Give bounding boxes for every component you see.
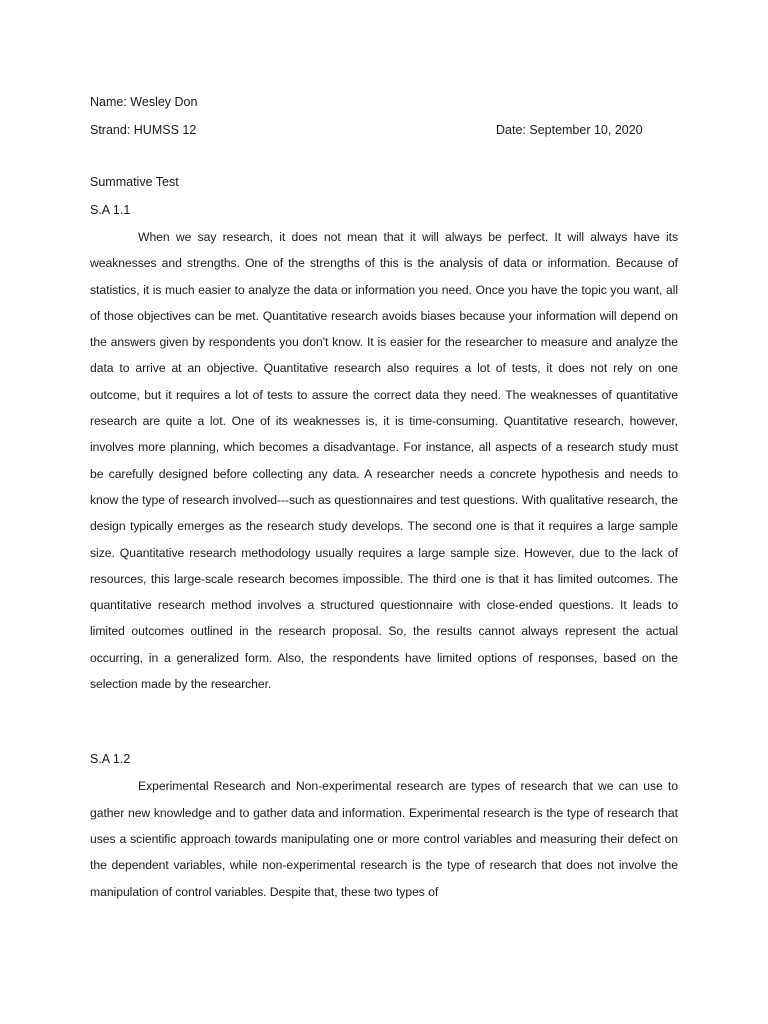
section-heading-2: S.A 1.2: [90, 752, 131, 767]
strand-date-row: [90, 116, 678, 144]
name-line: Name: Wesley Don: [90, 95, 198, 109]
test-title: Summative Test: [90, 175, 179, 189]
spacer: [90, 144, 678, 168]
section-paragraph-2: Experimental Research and Non-experimental research are types of research that we can use to gather new knowledge and to gather data and information. Experimental research is the type of research that uses a scientific approach towards manipulating one or more control variables and measuring their defect on the dependent variables, while non-experimental research is the type of research that does not involve the manipulation of control variables. Despite that, these two types of: [90, 779, 678, 899]
document-page: [90, 88, 678, 905]
section-paragraph-1: When we say research, it does not mean that it will always be perfect. It will always have its weaknesses and strengths. One of the strengths of this is the analysis of data or information. Because of statistics, it is much easier to analyze the data or information you need. Once you have the topic you want, all of those objectives can be met. Quantitative research avoids biases because your information will depend on the answers given by respondents you don't know. It is easier for the researcher to measure and analyze the data to arrive at an objective. Quantitative research also requires a lot of tests, it does not rely on one outcome, but it requires a lot of tests to assure the correct data they need. The weaknesses of quantitative research are quite a lot. One of its weaknesses is, it is time-consuming. Quantitative research, however, involves more planning, which becomes a disadvantage. For instance, all aspects of a research study must be carefully designed before collecting any data. A researcher needs a concrete hypothesis and needs to know the type of research involved---such as questionnaires and test questions. With qualitative research, the design typically emerges as the research study develops. The second one is that it requires a large sample size. Quantitative research methodology usually requires a large sample size. However, due to the lack of resources, this large-scale research becomes impossible. The third one is that it has limited outcomes. The quantitative research method involves a structured questionnaire with close-ended questions. It leads to limited outcomes outlined in the research proposal. So, the results cannot always represent the actual occurring, in a generalized form. Also, the respondents have limited options of responses, based on the selection made by the researcher.: [90, 230, 678, 692]
strand-line: Strand: HUMSS 12: [90, 123, 197, 137]
date-line: Date: September 10, 2020: [496, 123, 643, 137]
section-heading-1: S.A 1.1: [90, 203, 131, 217]
spacer: [90, 697, 678, 745]
